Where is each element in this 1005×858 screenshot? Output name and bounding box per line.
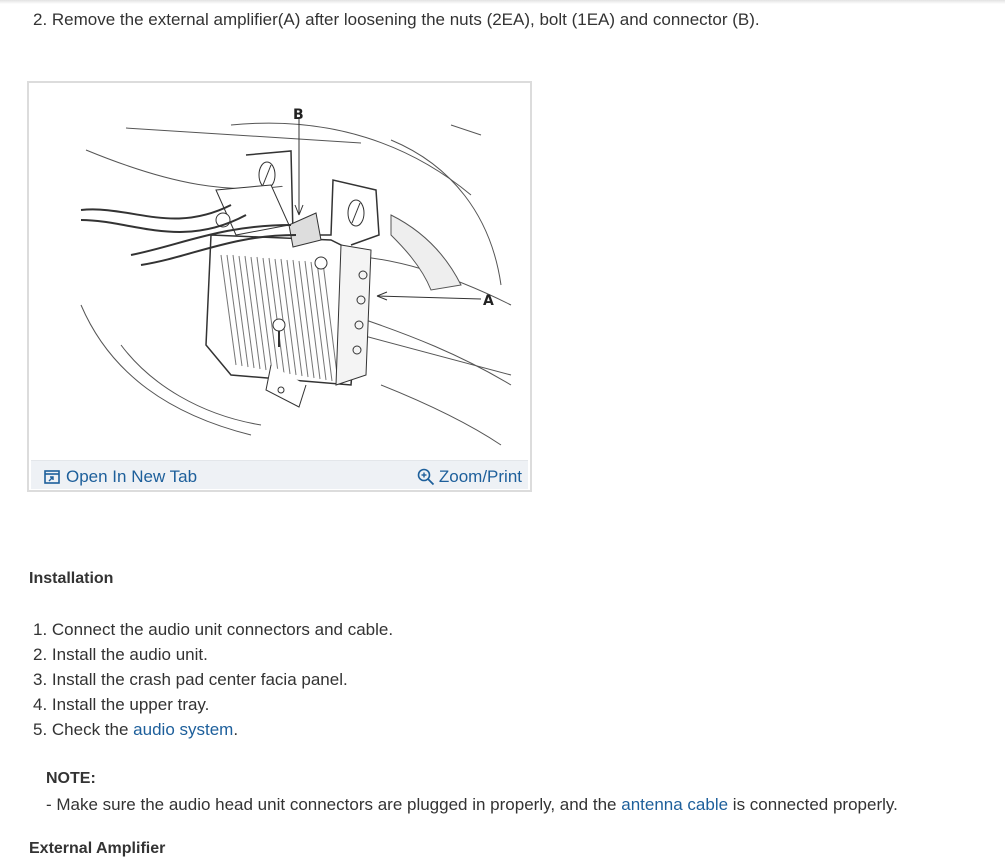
list-item: 4. Install the upper tray. xyxy=(33,695,210,714)
step-prefix: 5. Check the xyxy=(33,720,134,739)
removal-step-text: 2. Remove the external amplifier(A) after loosening the nuts (2EA), bolt (1EA) and connector (B). xyxy=(33,10,760,29)
zoom-print-link[interactable] xyxy=(417,467,522,487)
step-suffix: . xyxy=(233,720,239,739)
open-in-new-tab-label: Open In New Tab xyxy=(66,467,198,486)
figure-footer xyxy=(31,460,528,489)
list-item: 2. Install the audio unit. xyxy=(33,645,208,664)
next-section-heading: External Amplifier xyxy=(29,840,166,857)
open-in-new-tab-link[interactable] xyxy=(44,467,197,487)
zoom-print-label: Zoom/Print xyxy=(438,467,522,486)
note-text xyxy=(46,795,898,815)
note-title: NOTE: xyxy=(46,770,96,787)
note-prefix: - Make sure the audio head unit connectors are plugged in properly, and the xyxy=(46,795,622,814)
top-shadow xyxy=(0,0,1005,4)
amplifier-diagram[interactable] xyxy=(31,85,528,460)
list-item xyxy=(33,720,393,745)
label-a: A xyxy=(483,293,494,309)
label-b: B xyxy=(293,107,304,123)
open-new-tab-icon xyxy=(44,470,60,484)
amplifier-diagram-svg xyxy=(31,85,528,460)
zoom-magnifier-icon xyxy=(417,468,435,486)
installation-steps xyxy=(33,620,393,745)
installation-heading: Installation xyxy=(29,570,114,587)
figure-container xyxy=(27,81,532,492)
list-item: 1. Connect the audio unit connectors and cable. xyxy=(33,620,394,639)
note-suffix: is connected properly. xyxy=(728,795,898,814)
antenna-cable-link[interactable]: antenna cable xyxy=(621,795,729,814)
list-item: 3. Install the crash pad center facia panel. xyxy=(33,670,348,689)
audio-system-link[interactable]: audio system xyxy=(133,720,234,739)
